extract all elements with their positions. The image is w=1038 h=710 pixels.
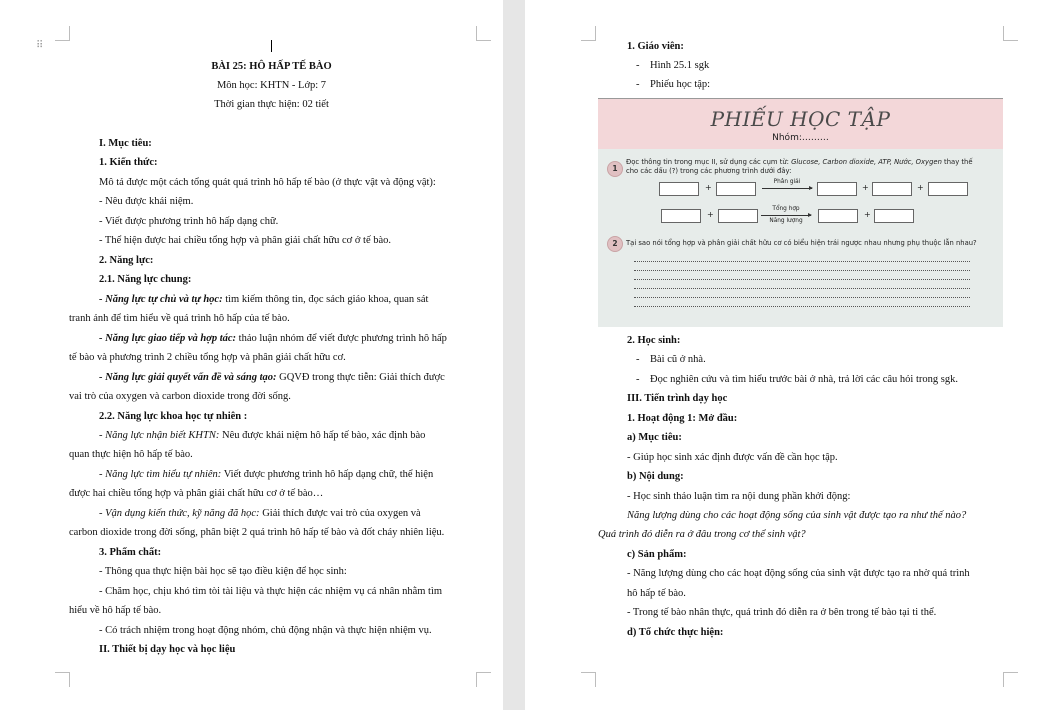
question-number: 2	[607, 236, 623, 252]
plus-sign: +	[862, 183, 869, 192]
list-item: Hình 25.1 sgk	[650, 60, 710, 71]
subheading: 1. Hoạt động 1: Mở đầu:	[627, 413, 738, 424]
subheading: 2. Năng lực:	[99, 255, 154, 266]
lesson-title: BÀI 25: HÔ HẤP TẾ BÀO	[211, 61, 332, 72]
subheading: 1. Giáo viên:	[627, 41, 684, 52]
paragraph: Năng lượng dùng cho các hoạt động sống của sinh vật được tạo ra như thế nào?	[627, 510, 967, 521]
question-number: 1	[607, 161, 623, 177]
q1-terms: Glucose, Carbon dioxide, ATP, Nước, Oxygen	[791, 158, 942, 166]
answer-box[interactable]	[818, 209, 858, 223]
arrow-right-icon	[761, 215, 811, 216]
competence-text: thảo luận nhóm để viết được phương trình hô hấp	[236, 333, 447, 344]
arrow-label: Năng lượng	[769, 218, 803, 224]
q1-text-end: thay thế	[941, 158, 973, 166]
crop-mark	[55, 672, 70, 687]
paragraph: vai trò của oxygen và carbon dioxide trong đời sống.	[69, 391, 291, 402]
page-gutter	[503, 0, 525, 710]
subheading: 1. Kiến thức:	[99, 157, 158, 168]
paragraph	[99, 371, 445, 385]
competence-text: GQVĐ trong thực tiễn: Giải thích được	[276, 372, 445, 383]
worksheet-question-2: Tại sao nói tổng hợp và phân giải chất hữu cơ có biểu hiện trái ngược nhau nhưng phụ thuộc lẫn nhau?	[626, 239, 977, 247]
crop-mark	[1003, 26, 1018, 41]
paragraph: - Giúp học sinh xác định được vấn đề cần học tập.	[627, 452, 838, 463]
competence-label: - Năng lực giải quyết vấn đề và sáng tạo:	[99, 372, 277, 383]
competence-text: Nêu được khái niệm hô hấp tế bào, xác định bào	[219, 430, 426, 441]
answer-box[interactable]	[872, 182, 912, 196]
paragraph: - Thông qua thực hiện bài học sẽ tạo điều kiện để học sinh:	[99, 566, 347, 577]
paragraph: tranh ảnh để tìm hiểu về quá trình hô hấp của tế bào.	[69, 313, 290, 324]
paragraph: carbon dioxide trong đời sống, phân biệt 2 quá trình hô hấp tế bào và đốt cháy nhiên liệu.	[69, 527, 445, 538]
list-item: - Thể hiện được hai chiều tổng hợp và phân giải chất hữu cơ ở tế bào.	[99, 235, 392, 246]
competence-text: Viết được phương trình hô hấp dạng chữ, thể hiện	[221, 469, 434, 480]
paragraph: hô hấp tế bào.	[627, 588, 686, 599]
answer-line	[634, 297, 970, 298]
crop-mark	[476, 672, 491, 687]
q1-text: Đọc thông tin trong mục II, sử dụng các cụm từ:	[626, 158, 792, 166]
crop-mark	[581, 672, 596, 687]
paragraph	[99, 293, 474, 307]
worksheet-title: PHIẾU HỌC TẬP	[710, 107, 891, 131]
crop-mark	[1003, 672, 1018, 687]
section-heading: II. Thiết bị dạy học và học liệu	[99, 644, 236, 655]
section-heading: III. Tiến trình dạy học	[627, 393, 728, 404]
list-item: Bài cũ ở nhà.	[650, 354, 706, 365]
subheading: c) Sản phẩm:	[627, 549, 687, 560]
answer-box[interactable]	[661, 209, 701, 223]
competence-label: - Năng lực tìm hiểu tự nhiên:	[99, 469, 222, 480]
paragraph	[99, 507, 421, 521]
competence-label: - Năng lực giao tiếp và hợp tác:	[99, 333, 237, 344]
answer-box[interactable]	[874, 209, 914, 223]
worksheet-image[interactable]	[598, 98, 1003, 327]
answer-line	[634, 288, 970, 289]
arrow-label: Phân giải	[773, 179, 801, 185]
bullet: -	[636, 60, 640, 71]
answer-line	[634, 261, 970, 262]
list-item: Đọc nghiên cứu và tìm hiểu trước bài ở nhà, trả lời các câu hỏi trong sgk.	[650, 374, 958, 385]
answer-box[interactable]	[716, 182, 756, 196]
answer-line	[634, 270, 970, 271]
document-page-1[interactable]	[0, 0, 503, 710]
text-cursor	[271, 40, 272, 52]
drag-handle-icon[interactable]: ⠿	[36, 40, 43, 51]
paragraph	[99, 332, 447, 346]
bullet: -	[636, 374, 640, 385]
list-item: Phiếu học tập:	[650, 79, 711, 90]
subject-line: Môn học: KHTN - Lớp: 7	[216, 80, 327, 91]
plus-sign: +	[707, 210, 714, 219]
paragraph: được hai chiều tổng hợp và phân giải chất hữu cơ ở tế bào…	[69, 488, 324, 499]
crop-mark	[476, 26, 491, 41]
competence-label: - Vận dụng kiến thức, kỹ năng đã học:	[99, 508, 260, 519]
paragraph: quan thực hiện hô hấp tế bào.	[69, 449, 193, 460]
subheading: b) Nội dung:	[627, 471, 684, 482]
answer-box[interactable]	[817, 182, 857, 196]
competence-label: - Năng lực tự chủ và tự học:	[99, 294, 223, 305]
bullet: -	[636, 79, 640, 90]
paragraph: - Học sinh thảo luận tìm ra nội dung phần khởi động:	[627, 491, 851, 502]
answer-line	[634, 306, 970, 307]
answer-box[interactable]	[718, 209, 758, 223]
competence-text: Giải thích được vai trò của oxygen và	[259, 508, 421, 519]
arrow-right-icon	[762, 188, 812, 189]
crop-mark	[581, 26, 596, 41]
paragraph: Mô tả được một cách tổng quát quá trình hô hấp tế bào (ở thực vật và động vật):	[99, 177, 436, 188]
paragraph: - Chăm học, chịu khó tìm tòi tài liệu và thực hiện các nhiệm vụ cá nhân nhằm tìm	[99, 586, 443, 597]
plus-sign: +	[864, 210, 871, 219]
arrow-label: Tổng hợp	[772, 206, 800, 212]
q1-text-2: cho các dấu (?) trong các phương trình dưới đây:	[626, 166, 792, 175]
list-item: - Nêu được khái niệm.	[99, 196, 194, 207]
bullet: -	[636, 354, 640, 365]
paragraph	[99, 468, 433, 482]
answer-box[interactable]	[659, 182, 699, 196]
subheading: d) Tổ chức thực hiện:	[627, 627, 724, 638]
paragraph: - Năng lượng dùng cho các hoạt động sống của sinh vật được tạo ra nhờ quá trình	[627, 568, 970, 579]
subheading: 2.1. Năng lực chung:	[99, 274, 192, 285]
worksheet-group: Nhóm:………	[772, 133, 829, 143]
duration-line: Thời gian thực hiện: 02 tiết	[214, 99, 329, 110]
paragraph: Quá trình đó diễn ra ở đâu trong cơ thể sinh vật?	[598, 529, 806, 540]
section-heading: I. Mục tiêu:	[99, 138, 152, 149]
paragraph: - Có trách nhiệm trong hoạt động nhóm, chủ động nhận và thực hiện nhiệm vụ.	[99, 625, 432, 636]
answer-line	[634, 279, 970, 280]
crop-mark	[55, 26, 70, 41]
paragraph: - Trong tế bào nhân thực, quá trình đó diễn ra ở bên trong tế bào tại ti thể.	[627, 607, 937, 618]
worksheet-question-1	[626, 158, 998, 175]
plus-sign: +	[705, 183, 712, 192]
subheading: 2.2. Năng lực khoa học tự nhiên :	[99, 411, 248, 422]
subheading: 2. Học sinh:	[627, 335, 681, 346]
document-page-2[interactable]	[525, 0, 1038, 710]
paragraph: tế bào và phương trình 2 chiều tổng hợp và phân giải chất hữu cơ.	[69, 352, 346, 363]
competence-label: - Năng lực nhận biết KHTN:	[99, 430, 220, 441]
subheading: a) Mục tiêu:	[627, 432, 682, 443]
plus-sign: +	[917, 183, 924, 192]
subheading: 3. Phẩm chất:	[99, 547, 162, 558]
answer-box[interactable]	[928, 182, 968, 196]
competence-text: tìm kiếm thông tin, đọc sách giáo khoa, quan sát	[222, 294, 429, 305]
paragraph	[99, 429, 425, 443]
paragraph: hiểu về hô hấp tế bào.	[69, 605, 162, 616]
list-item: - Viết được phương trình hô hấp dạng chữ.	[99, 216, 279, 227]
